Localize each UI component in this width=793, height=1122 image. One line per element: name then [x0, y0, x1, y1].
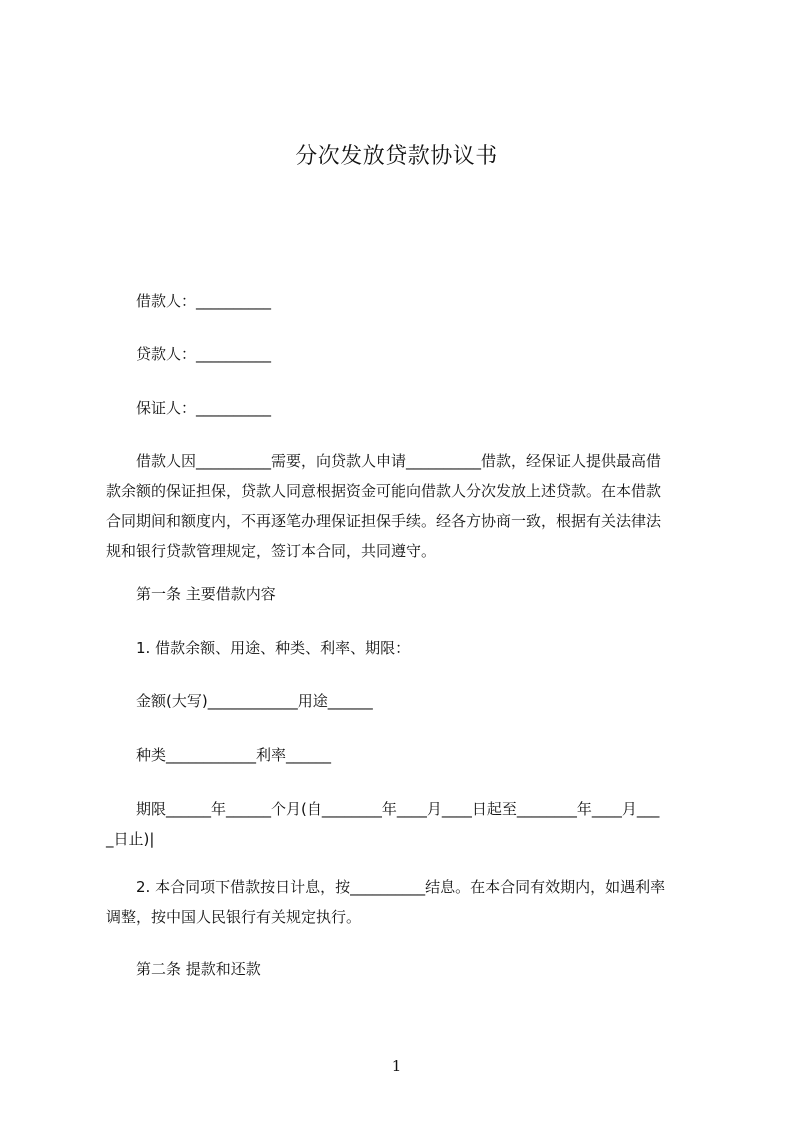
preamble-paragraph	[106, 446, 703, 566]
lender-line: 贷款人：__________	[136, 345, 272, 363]
preamble-line: 规和银行贷款管理规定，签订本合同，共同遵守。	[106, 542, 437, 560]
article-1-heading: 第一条 主要借款内容	[136, 585, 276, 603]
document-title: 分次发放贷款协议书	[295, 144, 498, 169]
borrower-line: 借款人：__________	[136, 292, 272, 310]
guarantor-line: 保证人：__________	[136, 399, 272, 417]
article-1-item-1: 1. 借款余额、用途、种类、利率、期限：	[136, 639, 411, 657]
term-line: _日止)|	[106, 830, 155, 848]
item-2-paragraph	[106, 872, 703, 932]
term-line: 期限______年______个月(自________年____月____日起至________年____月___	[136, 800, 660, 818]
article-2-heading: 第二条 提款和还款	[136, 960, 261, 978]
item-2-line: 调整，按中国人民银行有关规定执行。	[106, 908, 362, 926]
item-2-line: 2. 本合同项下借款按日计息，按__________结息。在本合同有效期内，如遇利率	[136, 878, 666, 896]
preamble-line: 合同期间和额度内，不再逐笔办理保证担保手续。经各方协商一致，根据有关法律法	[106, 512, 662, 530]
page-number: 1	[391, 1057, 402, 1075]
amount-purpose-line: 金额(大写)____________用途______	[136, 692, 373, 710]
preamble-line: 款余额的保证担保，贷款人同意根据资金可能向借款人分次发放上述贷款。在本借款	[106, 482, 662, 500]
preamble-line: 借款人因__________需要，向贷款人申请__________借款，经保证人提供最高借	[136, 452, 662, 470]
term-paragraph	[106, 794, 703, 854]
type-rate-line: 种类____________利率______	[136, 746, 332, 764]
